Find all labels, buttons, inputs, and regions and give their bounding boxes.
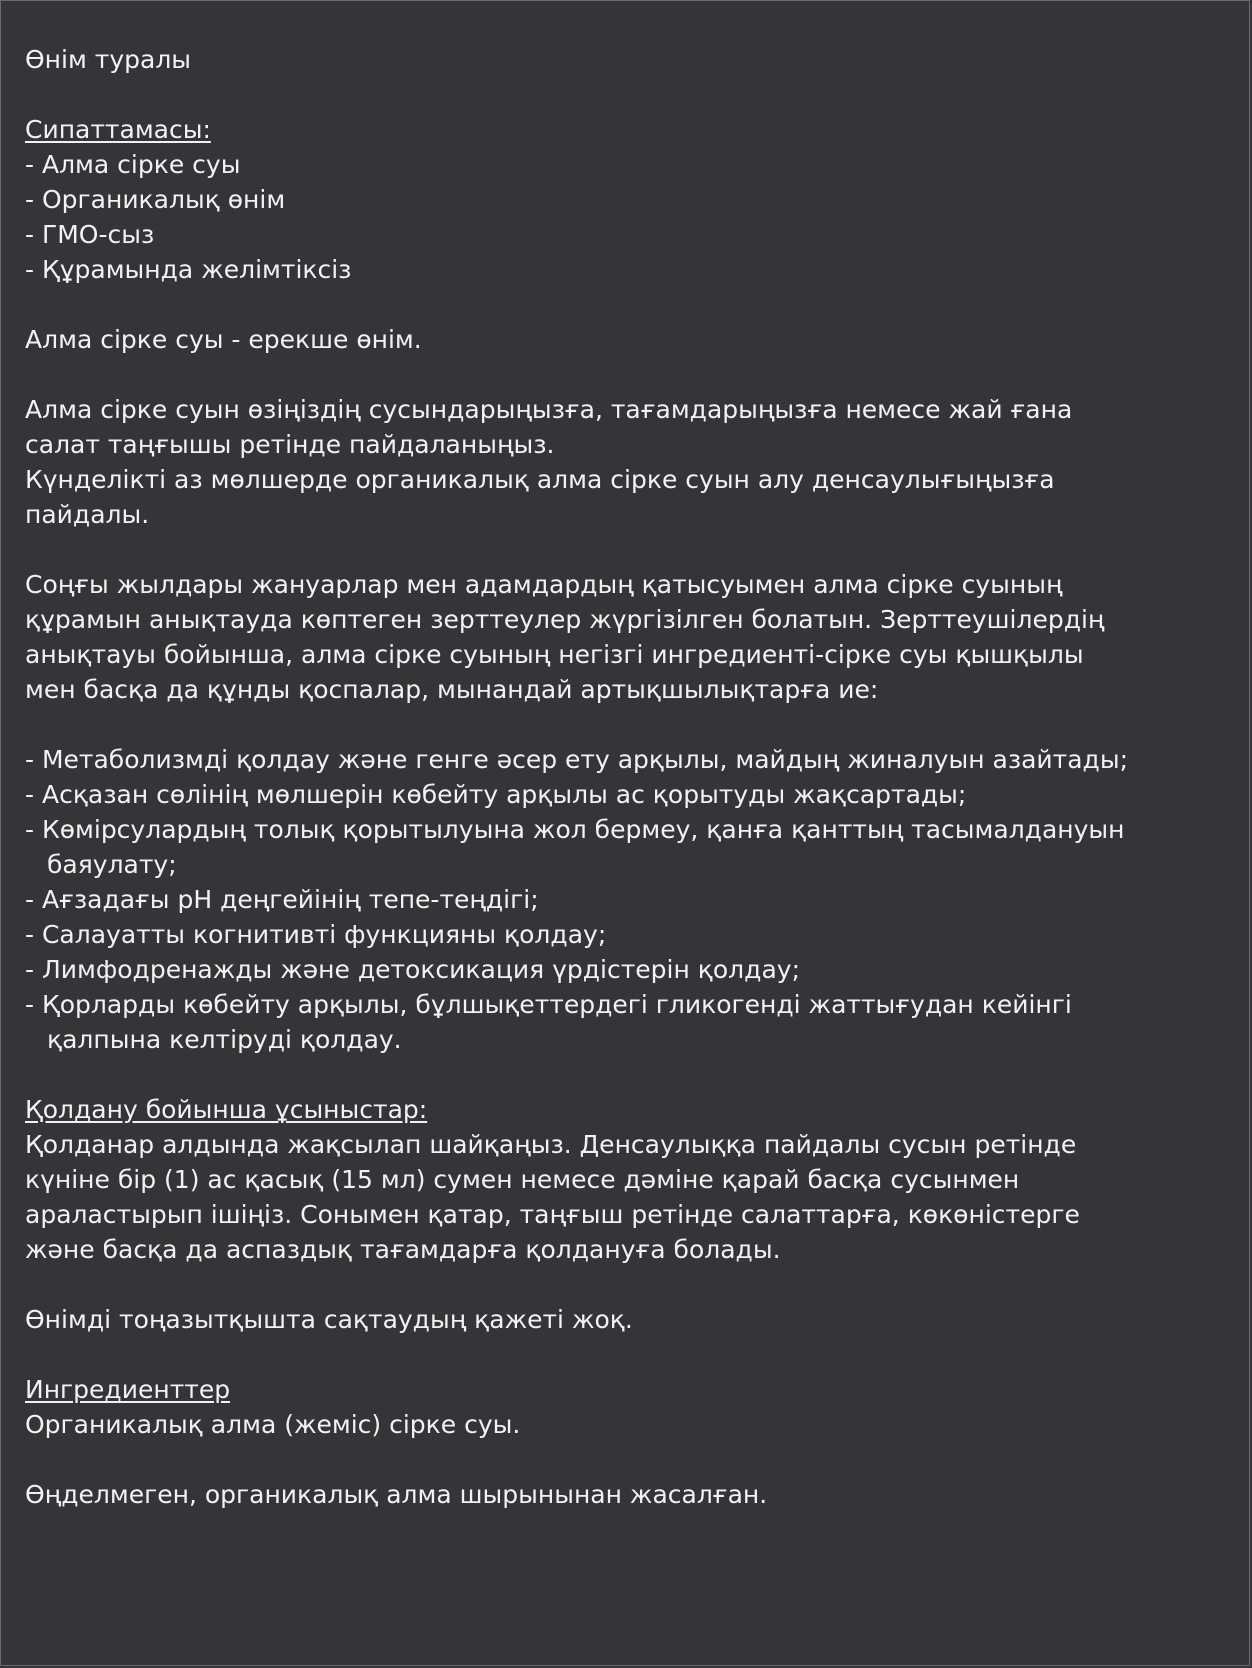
benefit-line: - Метаболизмді қолдау және генге әсер ету арқылы, майдың жиналуын азайтады;	[25, 745, 1129, 774]
research-paragraph-line: анықтауы бойынша, алма сірке суының негізгі ингредиенті-сірке суы қышқылы	[25, 640, 1084, 669]
recommendations-line: араластырып ішіңіз. Сонымен қатар, таңғыш ретінде салаттарға, көкөністерге	[25, 1200, 1080, 1229]
usage-paragraph-line: Күнделікті аз мөлшерде органикалық алма сірке суын алу денсаулығыңызға	[25, 465, 1055, 494]
research-paragraph-line: мен басқа да құнды қоспалар, мынандай артықшылықтарға ие:	[25, 675, 879, 704]
intro-text: Алма сірке суы - ерекше өнім.	[25, 325, 422, 354]
spacer	[25, 532, 1235, 567]
recommendations-heading: Қолдану бойынша ұсыныстар:	[25, 1095, 428, 1124]
description-heading: Сипаттамасы:	[25, 115, 211, 144]
spacer	[25, 707, 1235, 742]
benefit-item	[25, 742, 1235, 777]
benefit-line-continued: баяулату;	[47, 850, 177, 879]
benefit-item	[25, 952, 1235, 987]
spacer	[25, 1057, 1235, 1092]
benefits-list	[25, 742, 1235, 1057]
spacer	[25, 287, 1235, 322]
ingredients-heading: Ингредиенттер	[25, 1375, 231, 1404]
description-item: - Алма сірке суы	[25, 150, 241, 179]
benefit-line: - Салауатты когнитивті функцияны қолдау;	[25, 920, 607, 949]
benefit-item	[25, 812, 1235, 882]
spacer	[25, 357, 1235, 392]
benefit-line: - Лимфодренажды және детоксикация үрдістерін қолдау;	[25, 955, 800, 984]
research-paragraph-line: Соңғы жылдары жануарлар мен адамдардың қатысуымен алма сірке суының	[25, 570, 1063, 599]
recommendations-line: Қолданар алдында жақсылап шайқаңыз. Денсаулыққа пайдалы сусын ретінде	[25, 1130, 1077, 1159]
page-title: Өнім туралы	[25, 45, 192, 74]
benefit-line: - Асқазан сөлінің мөлшерін көбейту арқылы ас қорытуды жақсартады;	[25, 780, 967, 809]
benefit-item	[25, 987, 1235, 1057]
description-item: - Органикалық өнім	[25, 185, 286, 214]
benefit-line: - Ағзадағы pH деңгейінің тепе-теңдігі;	[25, 885, 539, 914]
spacer	[25, 1442, 1235, 1477]
usage-paragraph-line: салат таңғышы ретінде пайдаланыңыз.	[25, 430, 555, 459]
usage-paragraph-line: Алма сірке суын өзіңіздің сусындарыңызға, тағамдарыңызға немесе жай ғана	[25, 395, 1073, 424]
description-item: - ГМО-сыз	[25, 220, 155, 249]
product-info-content	[25, 42, 1235, 1512]
spacer	[25, 77, 1235, 112]
benefit-item	[25, 777, 1235, 812]
ingredients-text: Органикалық алма (жеміс) сірке суы.	[25, 1410, 521, 1439]
usage-paragraph-line: пайдалы.	[25, 500, 150, 529]
spacer	[25, 1267, 1235, 1302]
recommendations-line: күніне бір (1) ас қасық (15 мл) сумен немесе дәміне қарай басқа сусынмен	[25, 1165, 1020, 1194]
origin-note: Өңделмеген, органикалық алма шырынынан жасалған.	[25, 1480, 768, 1509]
benefit-line-continued: қалпына келтіруді қолдау.	[47, 1025, 402, 1054]
spacer	[25, 1337, 1235, 1372]
storage-note: Өнімді тоңазытқышта сақтаудың қажеті жоқ.	[25, 1305, 633, 1334]
benefit-line: - Қорларды көбейту арқылы, бұлшықеттердегі гликогенді жаттығудан кейінгі	[25, 990, 1072, 1019]
benefit-item	[25, 917, 1235, 952]
research-paragraph-line: құрамын анықтауда көптеген зерттеулер жүргізілген болатын. Зерттеушілердің	[25, 605, 1105, 634]
benefit-line: - Көмірсулардың толық қорытылуына жол бермеу, қанға қанттың тасымалдануын	[25, 815, 1125, 844]
description-item: - Құрамында желімтіксіз	[25, 255, 352, 284]
benefit-item	[25, 882, 1235, 917]
recommendations-line: және басқа да аспаздық тағамдарға қолдануға болады.	[25, 1235, 781, 1264]
